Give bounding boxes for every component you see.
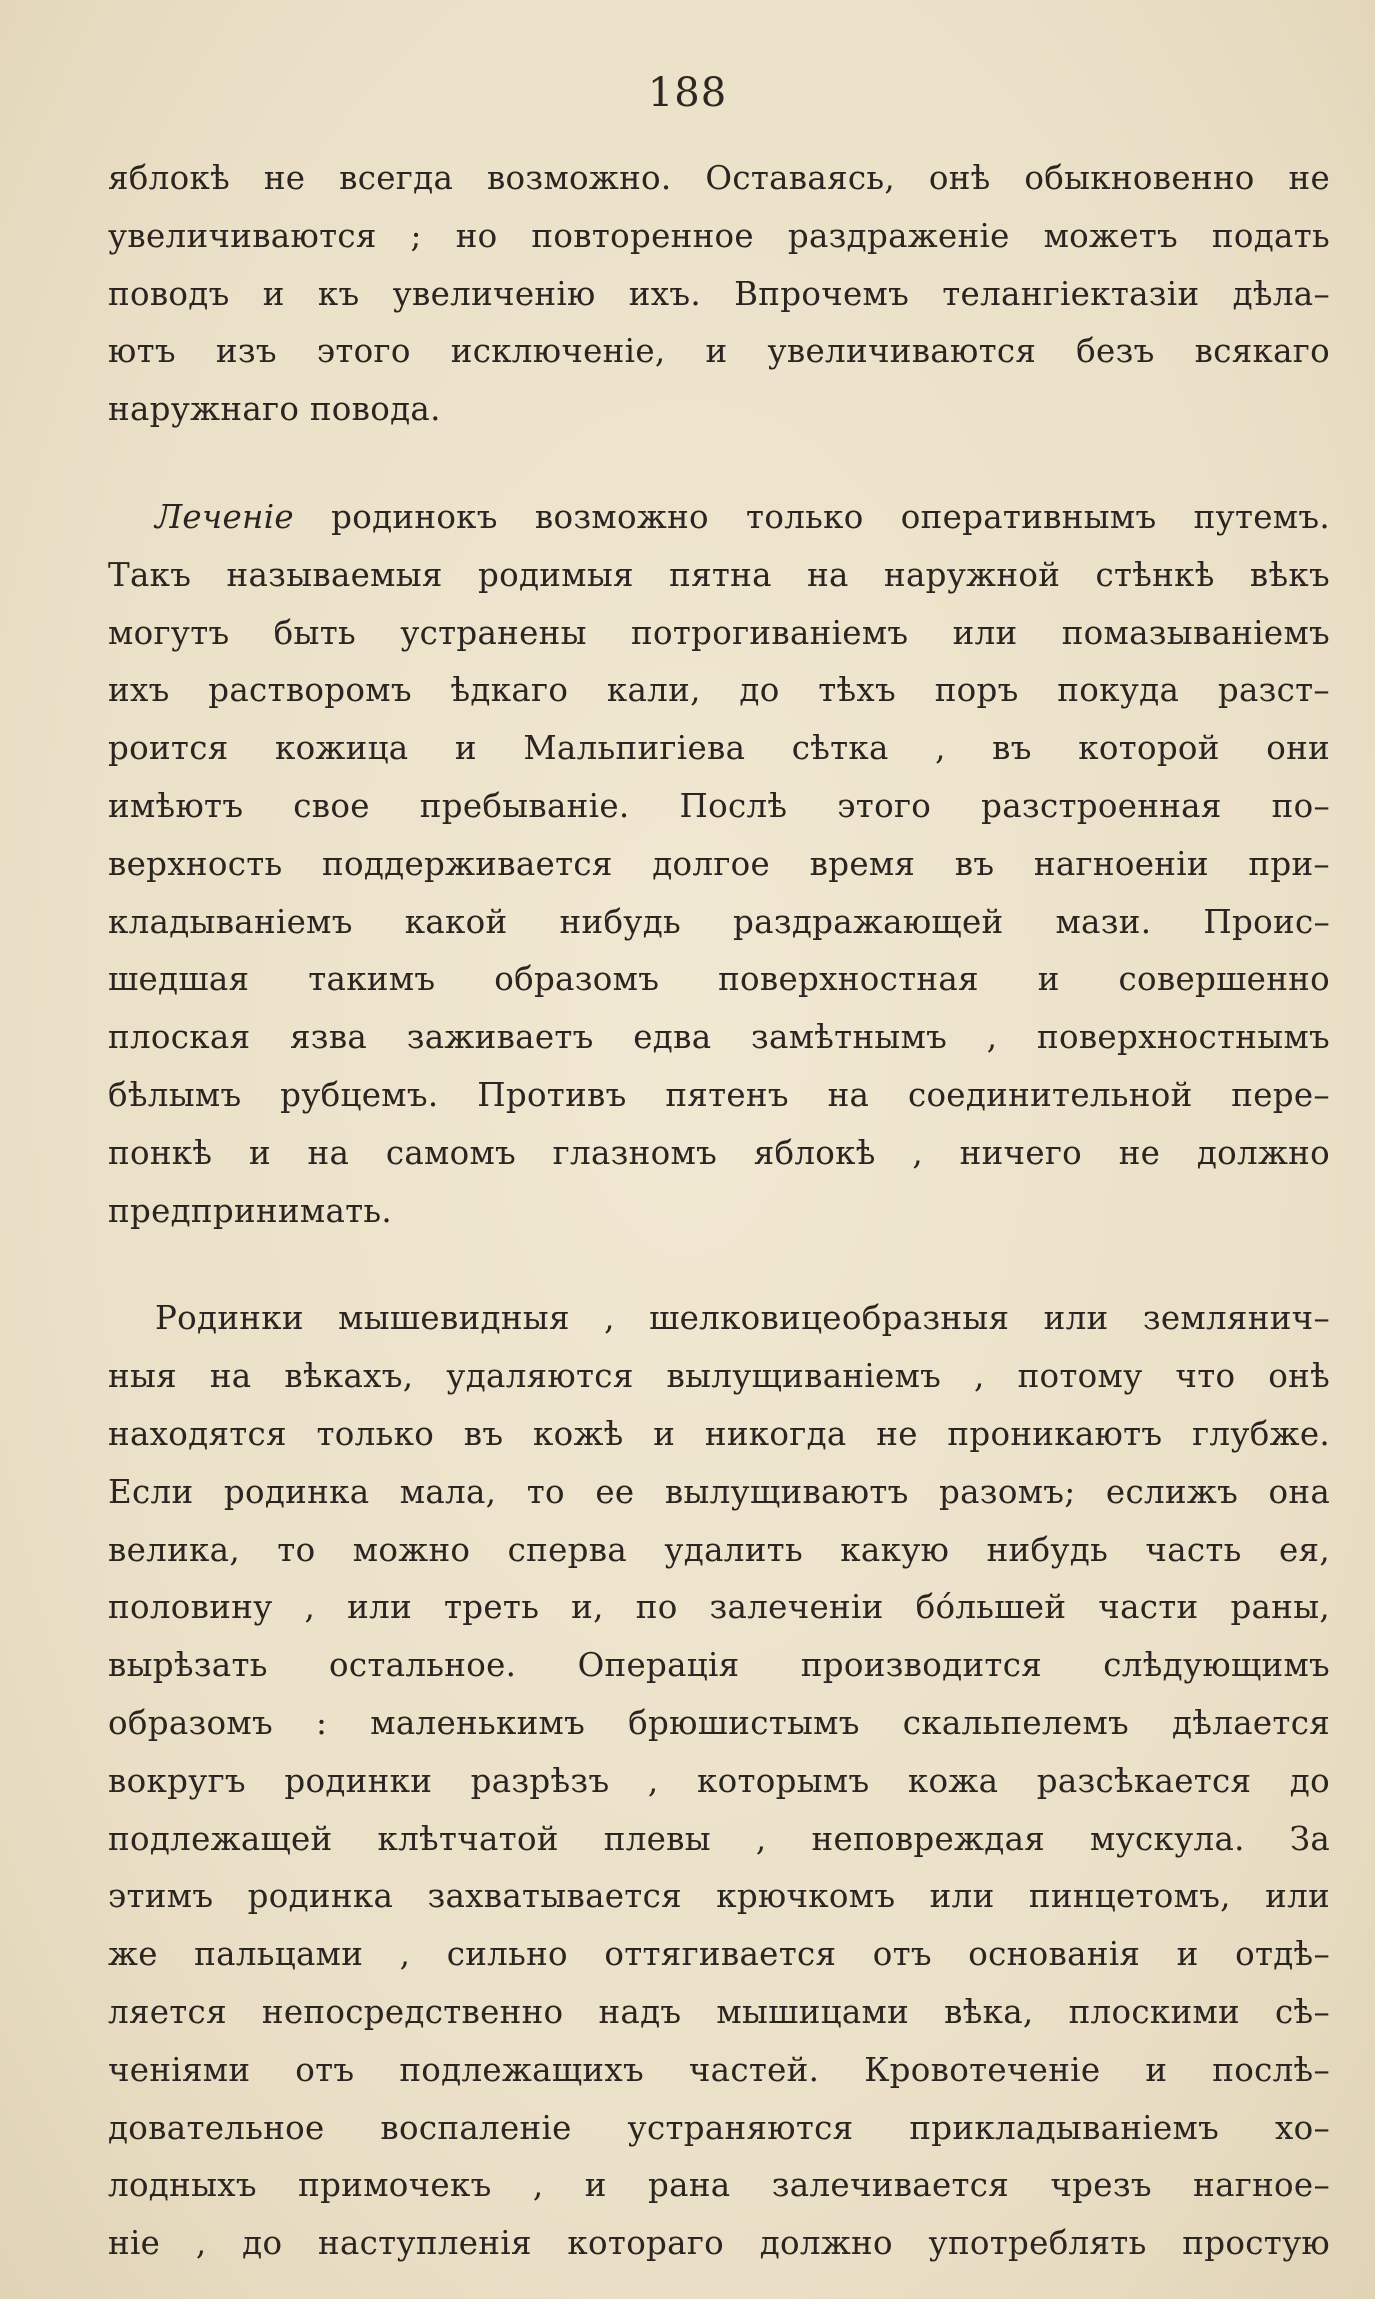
text-line: могутъ быть устранены потрогиваніемъ или помазываніемъ	[108, 613, 1330, 652]
text-line: Родинки мышевидныя , шелковицеобразныя или землянич–	[155, 1299, 1330, 1338]
text-line: вырѣзать остальное. Операція производится слѣдующимъ	[108, 1646, 1330, 1685]
text-line: довательное воспаленіе устраняются прикладываніемъ хо–	[108, 2108, 1330, 2147]
text-line: образомъ : маленькимъ брюшистымъ скальпелемъ дѣлается	[108, 1703, 1330, 1742]
text-line: ютъ изъ этого исключеніе, и увеличиваются безъ всякаго	[108, 332, 1330, 371]
text-line: ніе , до наступленія котораго должно употреблять простую	[108, 2224, 1330, 2263]
text-line: вокругъ родинки разрѣзъ , которымъ кожа разсѣкается до	[108, 1761, 1330, 1800]
text-line: имѣютъ свое пребываніе. Послѣ этого разстроенная по–	[108, 786, 1330, 825]
text-line: ченіями отъ подлежащихъ частей. Кровотеченіе и послѣ–	[108, 2050, 1330, 2089]
text-line: ныя на вѣкахъ, удаляются вылущиваніемъ , потому что онѣ	[108, 1357, 1330, 1396]
text-line: бѣлымъ рубцемъ. Противъ пятенъ на соединительной пере–	[108, 1075, 1330, 1114]
text-line: увеличиваются ; но повторенное раздраженіе можетъ подать	[108, 216, 1330, 255]
text-line: подлежащей клѣтчатой плевы , неповреждая мускула. За	[108, 1819, 1330, 1858]
text-line: ихъ растворомъ ѣдкаго кали, до тѣхъ поръ покуда разст–	[108, 671, 1330, 710]
text-line: велика, то можно сперва удалить какую нибудь часть ея,	[108, 1530, 1330, 1569]
body-text	[108, 150, 1330, 2273]
text-line: Если родинка мала, то ее вылущиваютъ разомъ; еслижъ она	[108, 1472, 1330, 1511]
text-line: кладываніемъ какой нибудь раздражающей мази. Проис–	[108, 902, 1330, 941]
text-line: яблокѣ не всегда возможно. Оставаясь, онѣ обыкновенно не	[108, 159, 1330, 197]
page-number: 188	[647, 70, 728, 116]
text-line-rest: родинокъ возможно только оперативнымъ путемъ.	[293, 497, 1330, 536]
text-line: верхность поддерживается долгое время въ нагноеніи при–	[108, 844, 1330, 883]
paragraph-3	[108, 1290, 1330, 2273]
text-line: роится кожица и Мальпигіева сѣтка , въ которой они	[108, 729, 1330, 768]
text-line: лодныхъ примочекъ , и рана залечивается чрезъ нагное–	[108, 2166, 1330, 2205]
text-line: же пальцами , сильно оттягивается отъ основанія и отдѣ–	[108, 1935, 1330, 1974]
text-line: находятся только въ кожѣ и никогда не проникаютъ глубже.	[108, 1414, 1330, 1453]
text-line: понкѣ и на самомъ глазномъ яблокѣ , ничего не должно	[108, 1133, 1330, 1172]
paragraph-2	[108, 489, 1330, 1240]
text-line	[108, 489, 1330, 547]
italic-term: Леченіе	[155, 497, 294, 536]
text-line: этимъ родинка захватывается крючкомъ или пинцетомъ, или	[108, 1877, 1330, 1916]
text-line: наружнаго повода.	[108, 390, 441, 429]
text-line: шедшая такимъ образомъ поверхностная и совершенно	[108, 960, 1330, 999]
text-line: плоская язва заживаетъ едва замѣтнымъ , поверхностнымъ	[108, 1018, 1330, 1057]
text-line: предпринимать.	[108, 1191, 393, 1230]
paragraph-1	[108, 150, 1330, 439]
text-line: половину , или треть и, по залеченіи бо́льшей части раны,	[108, 1588, 1330, 1627]
text-line: Такъ называемыя родимыя пятна на наружной стѣнкѣ вѣкъ	[108, 555, 1330, 594]
text-line: поводъ и къ увеличенію ихъ. Впрочемъ телангіектазіи дѣла–	[108, 274, 1330, 313]
text-line: ляется непосредственно надъ мышицами вѣка, плоскими сѣ–	[108, 1992, 1330, 2031]
